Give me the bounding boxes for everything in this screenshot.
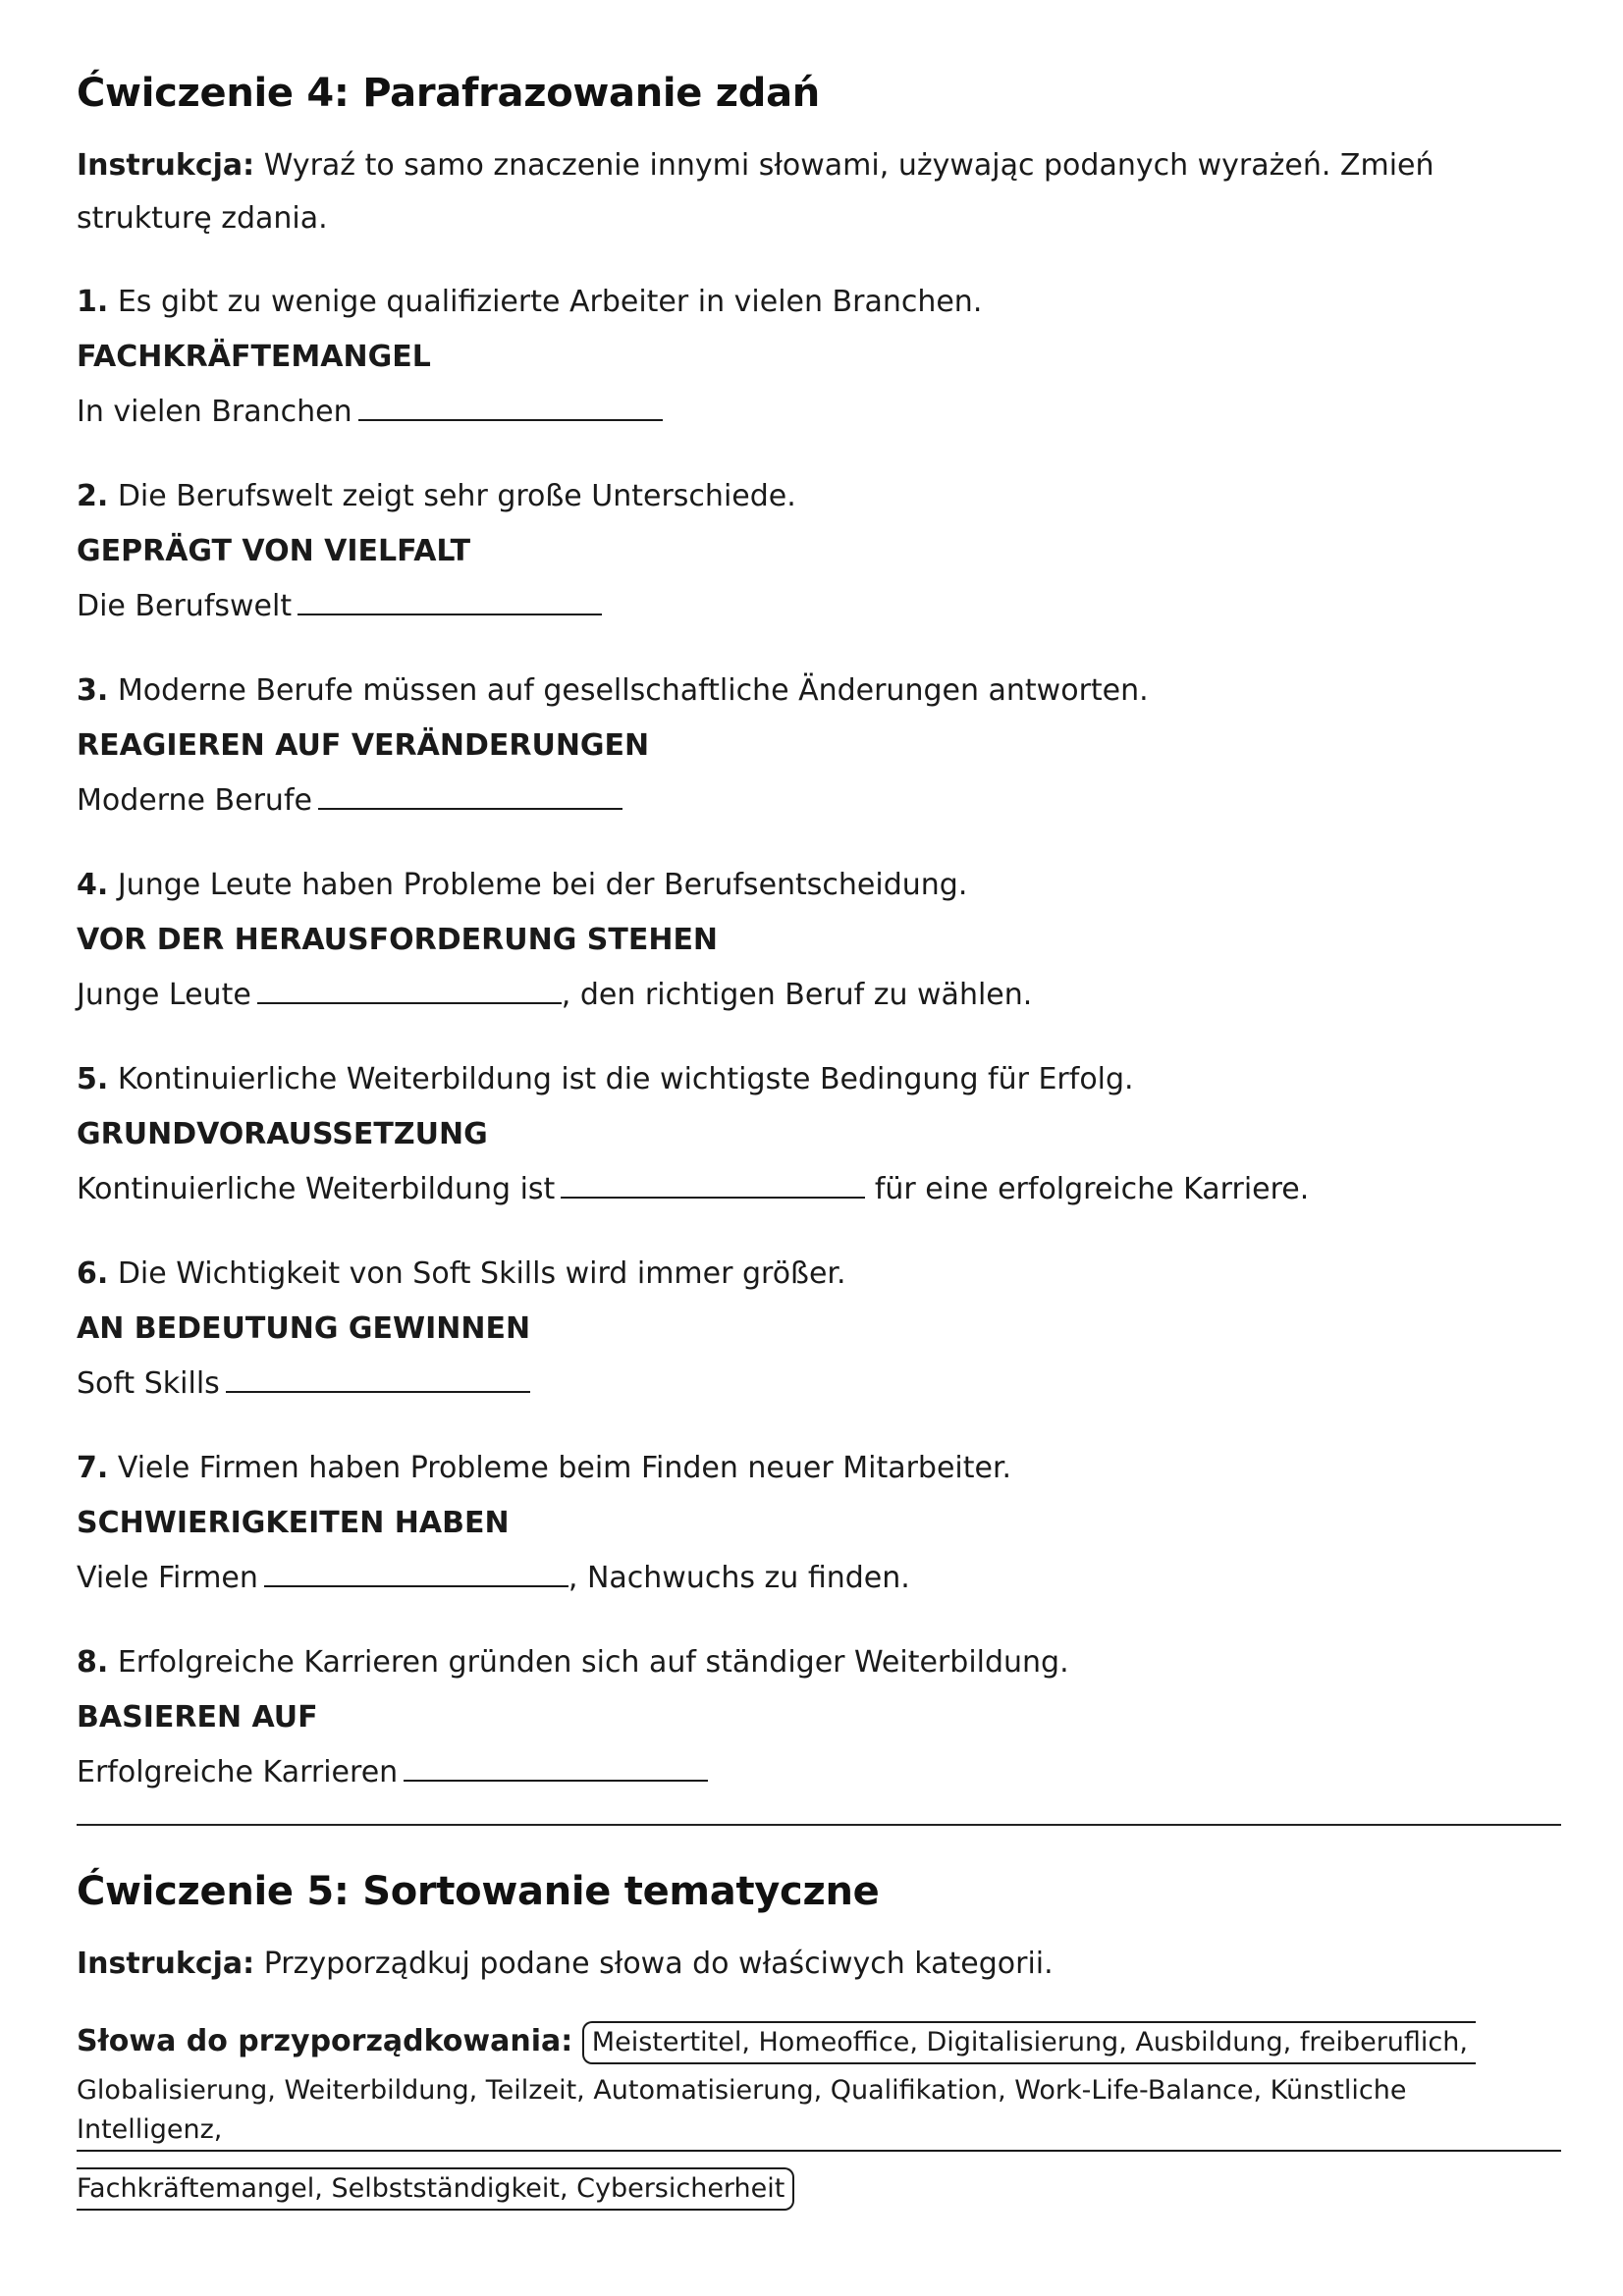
exercise-sentence: Erfolgreiche Karrieren gründen sich auf ständiger Weiterbildung.: [117, 1645, 1069, 1680]
exercise-keyword: FACHKRÄFTEMANGEL: [77, 340, 431, 374]
exercise-keyword: AN BEDEUTUNG GEWINNEN: [77, 1311, 531, 1346]
section5-instruction-text: Przyporządkuj podane słowa do właściwych kategorii.: [263, 1947, 1054, 1981]
section5-instruction-label: Instrukcja:: [77, 1947, 255, 1981]
exercise-item: [77, 664, 1561, 828]
word-bank-label: Słowa do przyporządkowania:: [77, 2024, 573, 2058]
answer-blank[interactable]: [404, 1752, 708, 1782]
exercise-answer-line: [77, 1551, 1561, 1606]
exercise-sentence-line: [77, 858, 1561, 913]
exercise-item: [77, 858, 1561, 1023]
exercise-keyword: SCHWIERIGKEITEN HABEN: [77, 1506, 510, 1540]
exercise-sentence-line: [77, 664, 1561, 719]
answer-prefix: In vielen Branchen: [77, 395, 352, 429]
exercise-answer-line: [77, 385, 1561, 440]
answer-blank[interactable]: [226, 1363, 530, 1393]
exercise-sentence-line: [77, 1635, 1561, 1690]
exercise-keyword: BASIEREN AUF: [77, 1700, 318, 1735]
exercise-sentence: Kontinuierliche Weiterbildung ist die wichtigste Bedingung für Erfolg.: [117, 1062, 1134, 1096]
word-bank-row-1: [77, 2012, 1561, 2071]
answer-suffix: , den richtigen Beruf zu wählen.: [561, 978, 1033, 1012]
answer-prefix: Kontinuierliche Weiterbildung ist: [77, 1172, 556, 1206]
answer-blank[interactable]: [561, 1169, 865, 1199]
answer-blank[interactable]: [257, 975, 562, 1004]
section4-title: Ćwiczenie 4: Parafrazowanie zdań: [77, 71, 820, 116]
section5: [77, 1869, 1561, 2217]
exercise-number: 3.: [77, 673, 109, 708]
exercise-number: 8.: [77, 1645, 109, 1680]
exercise-keyword: GEPRÄGT VON VIELFALT: [77, 534, 471, 568]
word-bank-line-1: Meistertitel, Homeoffice, Digitalisierung, Ausbildung, freiberuflich,: [582, 2021, 1476, 2064]
section4-instruction-text: Wyraź to samo znaczenie innymi słowami, używając podanych wyrażeń. Zmień strukturę zdania.: [77, 148, 1434, 236]
exercise-items: [77, 275, 1561, 1800]
exercise-sentence: Die Wichtigkeit von Soft Skills wird immer größer.: [117, 1256, 846, 1291]
exercise-sentence-line: [77, 469, 1561, 524]
exercise-number: 1.: [77, 285, 109, 319]
exercise-answer-line: [77, 1745, 1561, 1800]
exercise-sentence-line: [77, 275, 1561, 330]
word-bank-row-2: [77, 2071, 1561, 2159]
answer-blank[interactable]: [318, 780, 622, 810]
exercise-sentence-line: [77, 1052, 1561, 1107]
exercise-answer-line: [77, 1162, 1561, 1217]
exercise-sentence: Moderne Berufe müssen auf gesellschaftliche Änderungen antworten.: [117, 673, 1149, 708]
exercise-item: [77, 469, 1561, 634]
worksheet-content: [77, 71, 1561, 2217]
answer-prefix: Soft Skills: [77, 1366, 220, 1401]
exercise-sentence-line: [77, 1247, 1561, 1302]
exercise-keyword: GRUNDVORAUSSETZUNG: [77, 1117, 488, 1151]
answer-blank[interactable]: [298, 586, 602, 615]
section5-title: Ćwiczenie 5: Sortowanie tematyczne: [77, 1869, 880, 1914]
answer-suffix: für eine erfolgreiche Karriere.: [865, 1172, 1310, 1206]
word-bank-row-3: [77, 2159, 1561, 2217]
answer-prefix: Moderne Berufe: [77, 783, 312, 818]
exercise-answer-line: [77, 579, 1561, 634]
exercise-answer-line: [77, 774, 1561, 828]
answer-blank[interactable]: [358, 392, 663, 421]
exercise-sentence: Es gibt zu wenige qualifizierte Arbeiter in vielen Branchen.: [117, 285, 983, 319]
exercise-sentence: Die Berufswelt zeigt sehr große Unterschiede.: [117, 479, 796, 513]
exercise-item: [77, 1247, 1561, 1412]
exercise-item: [77, 1052, 1561, 1217]
answer-prefix: Erfolgreiche Karrieren: [77, 1755, 399, 1789]
exercise-number: 6.: [77, 1256, 109, 1291]
exercise-number: 4.: [77, 868, 109, 902]
section4-instruction: [77, 139, 1561, 245]
exercise-item: [77, 1441, 1561, 1606]
answer-prefix: Die Berufswelt: [77, 589, 293, 623]
exercise-number: 2.: [77, 479, 109, 513]
exercise-answer-line: [77, 968, 1561, 1023]
answer-blank[interactable]: [264, 1558, 568, 1587]
exercise-sentence-line: [77, 1441, 1561, 1496]
answer-prefix: Junge Leute: [77, 978, 251, 1012]
exercise-item: [77, 1635, 1561, 1800]
exercise-keyword: REAGIEREN AUF VERÄNDERUNGEN: [77, 728, 650, 763]
exercise-item: [77, 275, 1561, 440]
exercise-answer-line: [77, 1357, 1561, 1412]
exercise-sentence: Viele Firmen haben Probleme beim Finden neuer Mitarbeiter.: [117, 1451, 1012, 1485]
word-bank-line-2: Globalisierung, Weiterbildung, Teilzeit, Automatisierung, Qualifikation, Work-Life-Balance, Künstliche Intelligenz,: [77, 2071, 1561, 2152]
section5-instruction: [77, 1938, 1561, 1991]
answer-prefix: Viele Firmen: [77, 1561, 258, 1595]
exercise-number: 5.: [77, 1062, 109, 1096]
exercise-keyword: VOR DER HERAUSFORDERUNG STEHEN: [77, 923, 719, 957]
exercise-sentence: Junge Leute haben Probleme bei der Berufsentscheidung.: [117, 868, 968, 902]
answer-suffix: , Nachwuchs zu finden.: [568, 1561, 910, 1595]
section-divider: [77, 1824, 1561, 1826]
section4-instruction-label: Instrukcja:: [77, 148, 255, 183]
word-bank-line-3: Fachkräftemangel, Selbstständigkeit, Cybersicherheit: [77, 2167, 794, 2211]
exercise-number: 7.: [77, 1451, 109, 1485]
